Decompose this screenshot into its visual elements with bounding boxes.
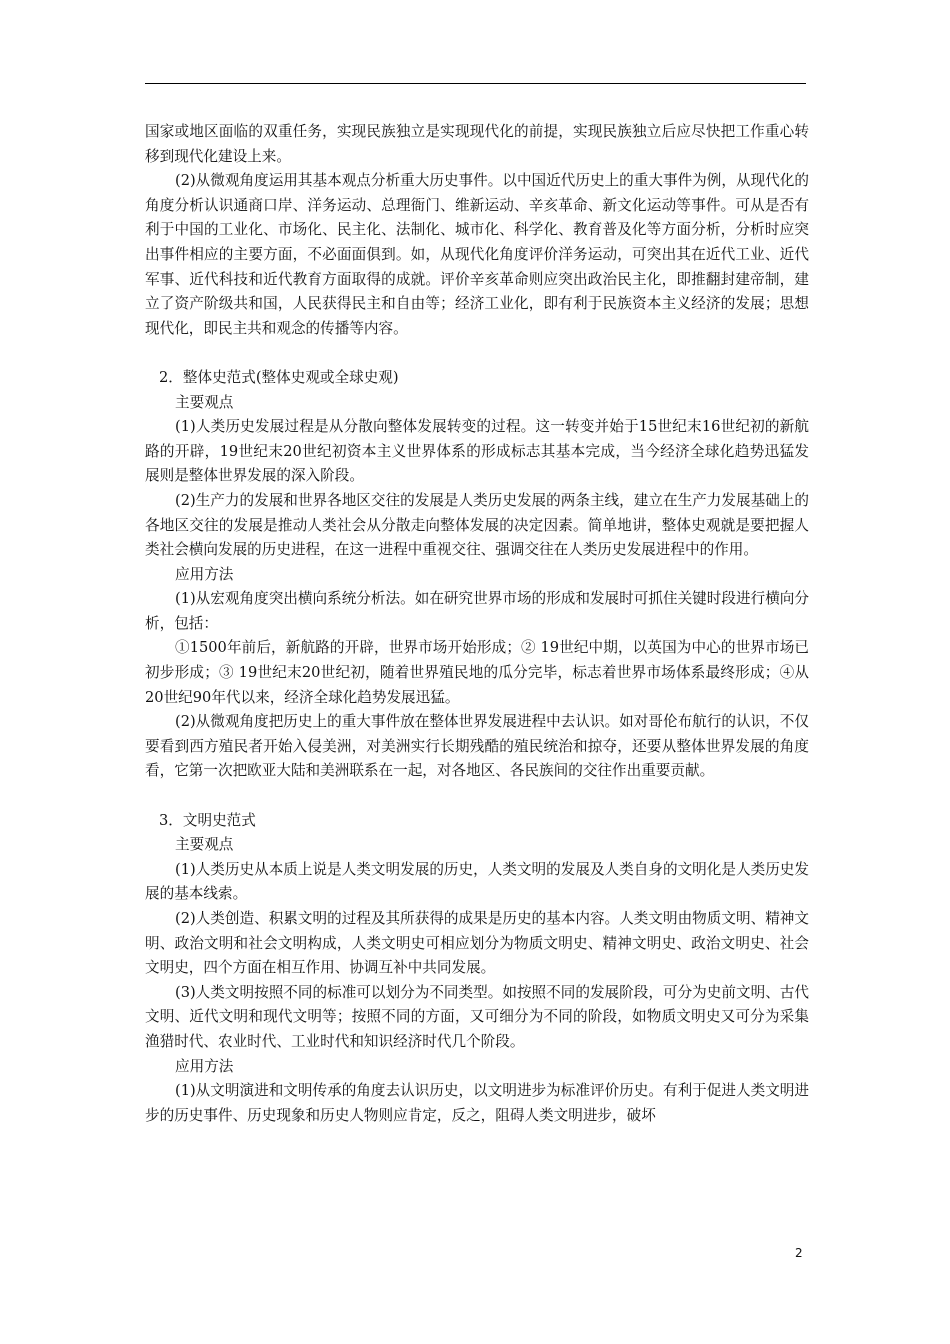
paragraph: (3)人类文明按照不同的标准可以划分为不同类型。如按照不同的发展阶段，可分为史前文明、古代文明、近代文明和现代文明等；按照不同的方面，又可细分为不同的阶段，如物质文明史又可分为采集渔猎时代、农业时代、工业时代和知识经济时代几个阶段。 <box>145 983 809 1050</box>
subheading: 应用方法 <box>175 565 234 583</box>
subheading: 主要观点 <box>175 393 234 411</box>
subheading: 主要观点 <box>175 836 234 854</box>
paragraph: (1)人类历史从本质上说是人类文明发展的历史，人类文明的发展及人类自身的文明化是人类历史发展的基本线索。 <box>145 860 809 903</box>
paragraph: (2)生产力的发展和世界各地区交往的发展是人类历史发展的两条主线，建立在生产力发展基础上的各地区交往的发展是推动人类社会从分散走向整体发展的决定因素。简单地讲，整体史观就是要把握人类社会横向发展的历史进程，在这一进程中重视交往、强调交往在人类历史发展进程中的作用。 <box>145 491 809 559</box>
paragraph: 国家或地区面临的双重任务，实现民族独立是实现现代化的前提，实现民族独立后应尽快把工作重心转移到现代化建设上来。 <box>145 123 809 165</box>
section-heading: 2．整体史范式(整体史观或全球史观) <box>159 368 399 386</box>
subheading: 应用方法 <box>175 1057 234 1075</box>
paragraph: (2)从微观角度运用其基本观点分析重大历史事件。以中国近代历史上的重大事件为例，从现代化的角度分析认识通商口岸、洋务运动、总理衙门、维新运动、辛亥革命、新文化运动等事件。可从是否有利于中国的工业化、市场化、民主化、法制化、城市化、科学化、教育普及化等方面分析，分析时应突出事件相应的主要方面，不必面面俱到。如，从现代化角度评价洋务运动，可突出其在近代工业、近代军事、近代科技和近代教育方面取得的成就。评价辛亥革命则应突出政治民主化，即推翻封建帝制，建立了资产阶级共和国，人民获得民主和自由等；经济工业化，即有利于民族资本主义经济的发展；思想现代化，即民主共和观念的传播等内容。 <box>145 172 809 337</box>
page-body <box>145 120 809 1128</box>
paragraph: ①1500年前后，新航路的开辟，世界市场开始形成；② 19世纪中期，以英国为中心的世界市场已初步形成；③ 19世纪末20世纪初，随着世界殖民地的瓜分完毕，标志着世界市场体系最终形成；④从20世纪90年代以来，经济全球化趋势发展迅猛。 <box>145 639 809 706</box>
paragraph: (2)从微观角度把历史上的重大事件放在整体世界发展进程中去认识。如对哥伦布航行的认识，不仅要看到西方殖民者开始入侵美洲，对美洲实行长期残酷的殖民统治和掠夺，还要从整体世界发展的角度看，它第一次把欧亚大陆和美洲联系在一起，对各地区、各民族间的交往作出重要贡献。 <box>145 713 809 780</box>
paragraph: (2)人类创造、积累文明的过程及其所获得的成果是历史的基本内容。人类文明由物质文明、精神文明、政治文明和社会文明构成，人类文明史可相应划分为物质文明史、精神文明史、政治文明史、社会文明史，四个方面在相互作用、协调互补中共同发展。 <box>145 910 809 977</box>
paragraph: (1)人类历史发展过程是从分散向整体发展转变的过程。这一转变并始于15世纪末16世纪初的新航路的开辟，19世纪末20世纪初资本主义世界体系的形成标志其基本完成，当今经济全球化趋势迅猛发展则是整体世界发展的深入阶段。 <box>145 418 809 485</box>
section-heading: 3．文明史范式 <box>159 811 256 829</box>
paragraph: (1)从宏观角度突出横向系统分析法。如在研究世界市场的形成和发展时可抓住关键时段进行横向分析，包括： <box>145 590 809 632</box>
paragraph: (1)从文明演进和文明传承的角度去认识历史，以文明进步为标准评价历史。有利于促进人类文明进步的历史事件、历史现象和历史人物则应肯定，反之，阻碍人类文明进步，破坏 <box>145 1082 809 1124</box>
header-rule <box>145 83 806 84</box>
page-number: 2 <box>795 1246 803 1260</box>
